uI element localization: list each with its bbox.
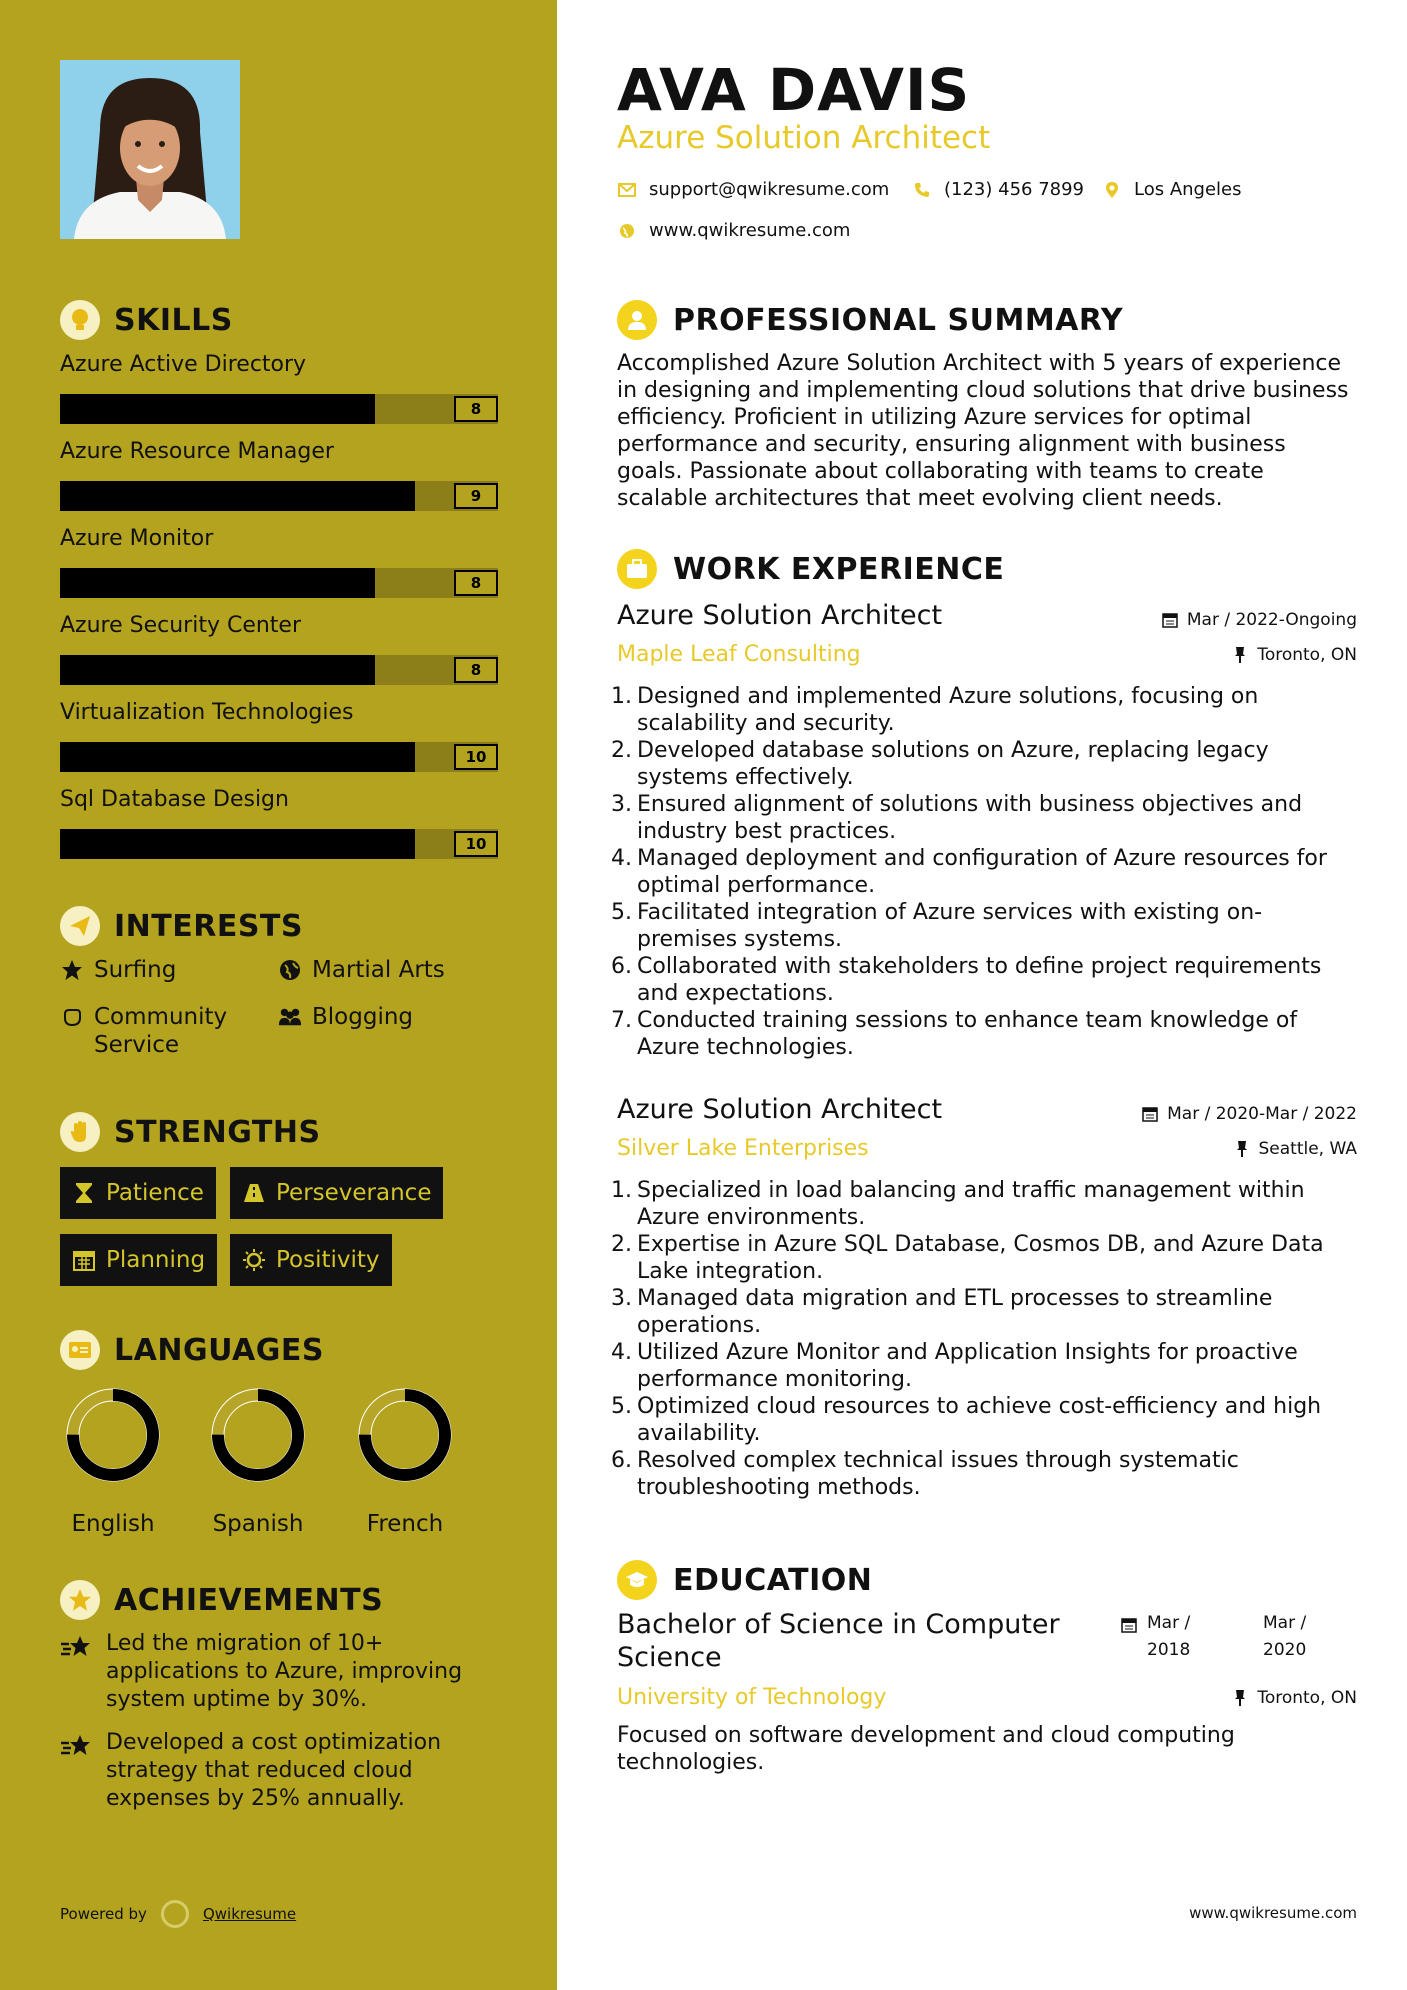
skill-bar bbox=[60, 742, 498, 772]
strength-badge bbox=[60, 1167, 216, 1219]
skills-heading bbox=[60, 300, 233, 340]
skill-bar-fill bbox=[60, 481, 415, 511]
skill-level: 10 bbox=[454, 831, 498, 857]
qwikresume-link[interactable]: Qwikresume bbox=[202, 1905, 297, 1923]
job-location-text: Seattle, WA bbox=[1258, 1139, 1357, 1159]
education-heading bbox=[617, 1560, 872, 1600]
skill-level: 8 bbox=[454, 570, 498, 596]
task-item: 5. Facilitated integration of Azure services with existing on-premises systems. bbox=[611, 900, 1263, 952]
language-item bbox=[53, 1385, 173, 1537]
contact-website[interactable] bbox=[617, 220, 850, 241]
users-icon bbox=[278, 1004, 302, 1030]
company-name: Silver Lake Enterprises bbox=[617, 1136, 869, 1161]
strength-badge bbox=[230, 1167, 443, 1219]
interests-heading bbox=[60, 906, 303, 946]
company-name: Maple Leaf Consulting bbox=[617, 642, 861, 667]
task-item: 1. Designed and implemented Azure solutions, focusing on scalability and security. bbox=[611, 684, 1259, 736]
task-item: 5. Optimized cloud resources to achieve cost-efficiency and high availability. bbox=[611, 1394, 1322, 1446]
pushpin-icon bbox=[1231, 1689, 1249, 1707]
skill-bar-fill bbox=[60, 742, 415, 772]
strength-badge bbox=[230, 1234, 392, 1286]
experience-heading bbox=[617, 549, 1004, 589]
language-ring bbox=[63, 1385, 163, 1485]
strengths-heading bbox=[60, 1112, 321, 1152]
summary-heading bbox=[617, 300, 1123, 340]
phone-icon bbox=[912, 180, 932, 200]
skill-level: 10 bbox=[454, 744, 498, 770]
job-dates-text: Mar / 2020-Mar / 2022 bbox=[1167, 1104, 1357, 1124]
achievements-title: ACHIEVEMENTS bbox=[114, 1582, 384, 1618]
skill-bar-fill bbox=[60, 394, 375, 424]
briefcase-icon bbox=[617, 549, 657, 589]
calendar-icon bbox=[1121, 1617, 1137, 1633]
shooting-star-icon bbox=[60, 1632, 94, 1662]
qwikresume-logo-icon bbox=[161, 1900, 189, 1928]
strength-label: Positivity bbox=[276, 1247, 380, 1273]
skills-title: SKILLS bbox=[114, 302, 233, 338]
website-text: www.qwikresume.com bbox=[649, 220, 851, 241]
skill-item bbox=[60, 613, 498, 685]
task-item: 3. Ensured alignment of solutions with business objectives and industry best practices. bbox=[611, 792, 1303, 844]
footer-url[interactable]: www.qwikresume.com bbox=[1189, 1904, 1357, 1922]
user-icon bbox=[617, 300, 657, 340]
interest-label: Community Service bbox=[94, 1004, 228, 1058]
sidebar bbox=[0, 0, 557, 1990]
interest-label: Blogging bbox=[312, 1004, 414, 1030]
task-item: 3. Managed data migration and ETL processes to streamline operations. bbox=[611, 1286, 1273, 1338]
language-name: French bbox=[366, 1511, 444, 1537]
powered-by bbox=[60, 1900, 296, 1928]
language-name: English bbox=[71, 1511, 155, 1537]
degree-name: Bachelor of Science in Computer Science bbox=[617, 1609, 1060, 1673]
education-title: EDUCATION bbox=[673, 1562, 873, 1598]
education-end-text: Mar / 2020 bbox=[1263, 1613, 1307, 1660]
raised-hand-icon bbox=[60, 1112, 100, 1152]
shooting-star-icon bbox=[60, 1731, 94, 1761]
hand-icon bbox=[60, 1004, 84, 1030]
job-tasks bbox=[611, 683, 1362, 1061]
education-end bbox=[1263, 1610, 1333, 1664]
skill-bar bbox=[60, 394, 498, 424]
skill-bar bbox=[60, 655, 498, 685]
education-location-text: Toronto, ON bbox=[1257, 1688, 1357, 1708]
powered-by-label: Powered by bbox=[60, 1905, 147, 1923]
portrait-illustration bbox=[60, 60, 240, 239]
road-icon bbox=[242, 1181, 266, 1205]
job-dates-text: Mar / 2022-Ongoing bbox=[1186, 610, 1357, 630]
job-dates bbox=[1161, 610, 1357, 630]
skill-bar bbox=[60, 829, 498, 859]
task-item: 6. Collaborated with stakeholders to define project requirements and expectations. bbox=[611, 954, 1322, 1006]
phone-text: (123) 456 7899 bbox=[944, 179, 1085, 200]
job-tasks bbox=[611, 1177, 1362, 1501]
interests-title: INTERESTS bbox=[114, 908, 303, 944]
skill-item bbox=[60, 787, 498, 859]
skill-name: Azure Resource Manager bbox=[60, 439, 334, 464]
person-role: Azure Solution Architect bbox=[617, 120, 991, 156]
graduation-cap-icon bbox=[617, 1560, 657, 1600]
interest-item bbox=[278, 1003, 413, 1031]
languages-title: LANGUAGES bbox=[114, 1332, 324, 1368]
interest-label: Surfing bbox=[94, 957, 177, 983]
education-description: Focused on software development and cloud computing technologies. bbox=[617, 1723, 1235, 1775]
achievement-text: Developed a cost optimization strategy that reduced cloud expenses by 25% annually. bbox=[106, 1730, 442, 1811]
skill-item bbox=[60, 352, 498, 424]
language-item bbox=[345, 1385, 465, 1537]
skill-item bbox=[60, 439, 498, 511]
education-start bbox=[1147, 1610, 1217, 1664]
task-item: 6. Resolved complex technical issues through systematic troubleshooting methods. bbox=[611, 1448, 1239, 1500]
map-pin-icon bbox=[1102, 180, 1122, 200]
summary-title: PROFESSIONAL SUMMARY bbox=[673, 302, 1124, 338]
strength-label: Perseverance bbox=[276, 1180, 432, 1206]
achievement-item bbox=[60, 1630, 500, 1714]
calendar-icon bbox=[1161, 611, 1179, 629]
skill-bar-fill bbox=[60, 568, 375, 598]
task-item: 4. Managed deployment and configuration of Azure resources for optimal performance. bbox=[611, 846, 1327, 898]
skill-bar-fill bbox=[60, 829, 415, 859]
skill-name: Sql Database Design bbox=[60, 787, 289, 812]
skill-name: Virtualization Technologies bbox=[60, 700, 354, 725]
id-card-icon bbox=[60, 1330, 100, 1370]
location-text: Los Angeles bbox=[1134, 179, 1242, 200]
main-content bbox=[557, 0, 1407, 1990]
task-item: 2. Developed database solutions on Azure, replacing legacy systems effectively. bbox=[611, 738, 1269, 790]
skill-level: 9 bbox=[454, 483, 498, 509]
interest-item bbox=[60, 956, 176, 984]
profile-photo bbox=[60, 60, 240, 239]
skill-name: Azure Monitor bbox=[60, 526, 214, 551]
education-start-text: Mar / 2018 bbox=[1147, 1613, 1191, 1660]
skill-level: 8 bbox=[454, 657, 498, 683]
skill-bar bbox=[60, 481, 498, 511]
person-name: AVA DAVIS bbox=[617, 56, 971, 124]
skill-item bbox=[60, 526, 498, 598]
star-badge-icon bbox=[60, 1580, 100, 1620]
strength-badge bbox=[60, 1234, 217, 1286]
envelope-icon bbox=[617, 180, 637, 200]
language-ring bbox=[355, 1385, 455, 1485]
languages-heading bbox=[60, 1330, 324, 1370]
strengths-title: STRENGTHS bbox=[114, 1114, 321, 1150]
pushpin-icon bbox=[1231, 646, 1249, 664]
globe-icon bbox=[617, 221, 637, 241]
achievement-text: Led the migration of 10+ applications to Azure, improving system uptime by 30%. bbox=[106, 1631, 463, 1712]
task-item: 2. Expertise in Azure SQL Database, Cosmos DB, and Azure Data Lake integration. bbox=[611, 1232, 1324, 1284]
language-item bbox=[198, 1385, 318, 1537]
calendar-icon bbox=[1141, 1105, 1159, 1123]
skill-level: 8 bbox=[454, 396, 498, 422]
achievements-heading bbox=[60, 1580, 383, 1620]
school-name: University of Technology bbox=[617, 1685, 887, 1710]
task-item: 4. Utilized Azure Monitor and Application Insights for proactive performance monitoring. bbox=[611, 1340, 1298, 1392]
interest-item bbox=[278, 956, 445, 984]
calendar-icon bbox=[72, 1248, 96, 1272]
contact-email[interactable] bbox=[617, 179, 889, 200]
sun-icon bbox=[242, 1248, 266, 1272]
contact-phone[interactable] bbox=[912, 179, 1084, 200]
paper-plane-icon bbox=[60, 906, 100, 946]
lightbulb-icon bbox=[60, 300, 100, 340]
pushpin-icon bbox=[1233, 1140, 1251, 1158]
email-text: support@qwikresume.com bbox=[649, 179, 890, 200]
language-ring bbox=[208, 1385, 308, 1485]
globe-icon bbox=[278, 957, 302, 983]
language-name: Spanish bbox=[212, 1511, 304, 1537]
achievement-item bbox=[60, 1729, 500, 1813]
contact-location bbox=[1102, 179, 1242, 200]
strength-label: Patience bbox=[106, 1180, 204, 1206]
interest-item bbox=[60, 1003, 260, 1059]
task-item: 7. Conducted training sessions to enhance team knowledge of Azure technologies. bbox=[611, 1008, 1298, 1060]
job-location bbox=[1233, 1139, 1358, 1159]
strength-label: Planning bbox=[106, 1247, 206, 1273]
task-item: 1. Specialized in load balancing and traffic management within Azure environments. bbox=[611, 1178, 1305, 1230]
experience-title: WORK EXPERIENCE bbox=[673, 551, 1005, 587]
interest-label: Martial Arts bbox=[312, 957, 445, 983]
skill-item bbox=[60, 700, 498, 772]
job-dates bbox=[1141, 1104, 1357, 1124]
skill-bar bbox=[60, 568, 498, 598]
summary-text: Accomplished Azure Solution Architect with 5 years of experience in designing and implementing cloud solutions that drive business efficiency. Proficient in utilizing Azure services for optimal performance and security, ensuring alignment with business goals. Passionate about collaborating with teams to create scalable architectures that meet evolving client needs. bbox=[617, 351, 1349, 511]
job-title: Azure Solution Architect bbox=[617, 600, 943, 631]
job-location bbox=[1231, 645, 1357, 665]
star-icon bbox=[60, 957, 84, 983]
skill-bar-fill bbox=[60, 655, 375, 685]
hourglass-icon bbox=[72, 1181, 96, 1205]
education-location bbox=[1231, 1688, 1357, 1708]
skill-name: Azure Active Directory bbox=[60, 352, 307, 377]
job-title: Azure Solution Architect bbox=[617, 1094, 943, 1125]
job-location-text: Toronto, ON bbox=[1257, 645, 1357, 665]
skill-name: Azure Security Center bbox=[60, 613, 302, 638]
